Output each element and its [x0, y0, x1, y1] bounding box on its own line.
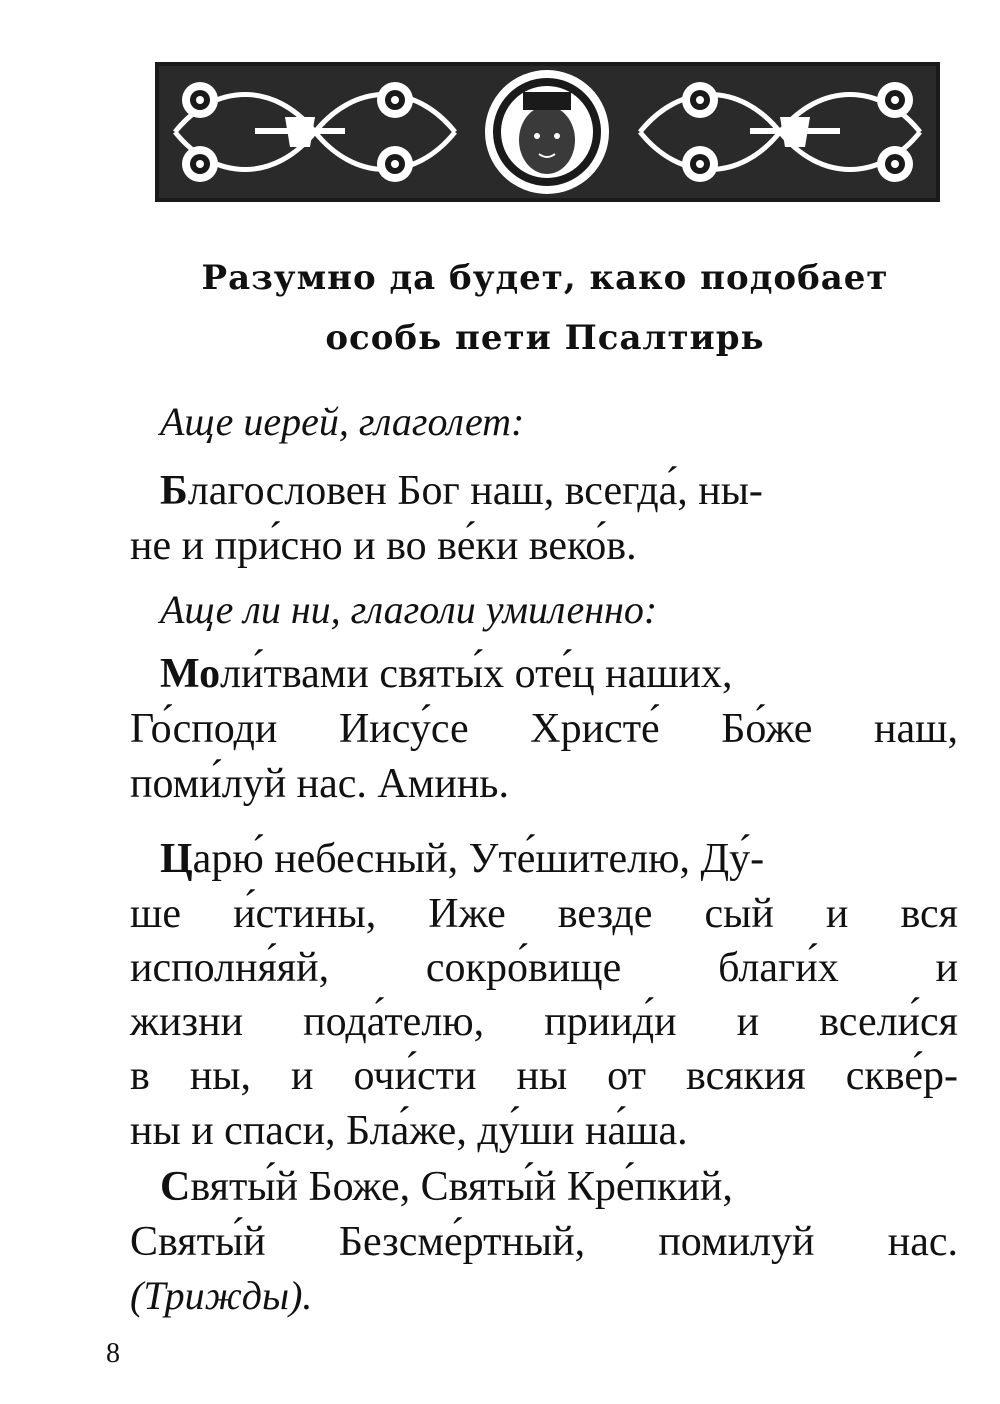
paragraph-4-line-2: Святы́й Безсме́ртный, помилуй нас.	[130, 1219, 958, 1265]
section-title-line1: Разумно да будет, како подобает	[201, 258, 889, 298]
paragraph-3-line-5: в ны, и очи́сти ны от всякия скве́р-	[130, 1053, 958, 1099]
drop-initial: С	[160, 1164, 191, 1210]
paragraph-2-line-3: поми́луй нас. Аминь.	[130, 761, 509, 807]
paragraph-3-line-4: жизни пода́телю, приид́и и всели́ся	[130, 999, 958, 1045]
paragraph-4-line-1: Святы́й Боже, Святы́й Кре́пкий,	[160, 1164, 733, 1210]
paragraph-3-line-2: ше и́стины, Иже везде сый и вся	[130, 891, 958, 937]
paragraph-3-line-3: исполня́яй, сокро́вище благи́х и	[130, 945, 958, 991]
section-title-line2: особь пети Псалтирь	[325, 318, 765, 358]
drop-initial: Б	[160, 468, 188, 514]
paragraph-4-line-3: (Трижды).	[130, 1273, 313, 1318]
rubric-layman: Аще ли ни, глаголи умиленно:	[160, 587, 658, 632]
paragraph-3-line-6: ны и спаси, Бла́же, ду́ши на́ша.	[130, 1108, 688, 1154]
paragraph-1-line-1: Благословен Бог наш, всегда́, ны-	[160, 468, 763, 514]
paragraph-1-line-2: не и при́сно и во ве́ки веко́в.	[130, 523, 637, 569]
drop-initial: Мо	[160, 651, 221, 697]
paragraph-2-line-2: Го́споди Иису́се Христе́ Бо́же наш,	[130, 706, 958, 752]
rubric-priest: Аще иерей, глаголет:	[160, 399, 525, 444]
ornament-headpiece	[155, 62, 940, 202]
drop-initial: Ц	[160, 836, 193, 882]
paragraph-2-line-1: Моли́твами святы́х оте́ц наших,	[160, 651, 733, 697]
page-number: 8	[106, 1338, 120, 1369]
paragraph-3-line-1: Царю́ небесный, Уте́шителю, Ду́-	[160, 836, 765, 882]
